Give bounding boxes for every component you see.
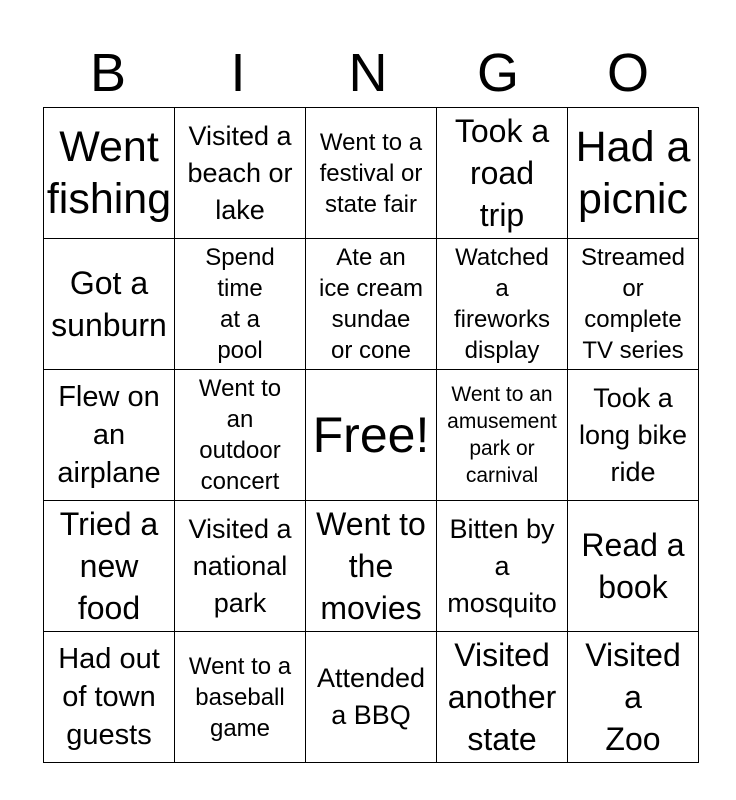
header-letter-i: I [230,43,246,103]
cell-text: Read a book [581,527,685,605]
bingo-cell[interactable] [44,108,175,239]
bingo-cell[interactable] [437,239,568,370]
cell-text: Took a long bike ride [578,382,688,487]
cell-text: Had a picnic [575,123,691,223]
bingo-cell[interactable] [306,632,437,763]
bingo-cell[interactable] [568,370,699,501]
cell-text: Attended a BBQ [316,663,426,730]
cell-text: Went to an amusement park or carnival [447,383,557,487]
cell-text: Visited a national park [188,513,292,618]
bingo-cell[interactable] [437,632,568,763]
bingo-grid [43,107,699,763]
cell-text: Flew on an airplane [57,381,161,489]
bingo-cell[interactable] [306,501,437,632]
cell-text: Took a road trip [454,113,550,233]
cell-text: Visited a beach or lake [187,120,293,225]
cell-text: Went to a festival or state fair [319,128,423,218]
bingo-cell[interactable] [568,239,699,370]
bingo-cell[interactable] [44,239,175,370]
grid-row [44,632,699,763]
grid-row [44,501,699,632]
cell-text: Went to an outdoor concert [198,375,282,495]
cell-text: Had out of town guests [58,643,160,751]
header-letter-n: N [348,43,388,103]
cell-text: Tried a new food [59,506,159,626]
bingo-header [43,42,693,104]
bingo-cell[interactable] [175,239,306,370]
bingo-cell[interactable] [306,108,437,239]
grid-row [44,370,699,501]
cell-text: Streamed or complete TV series [580,244,686,364]
cell-text: Ate an ice cream sundae or cone [318,244,424,364]
bingo-cell[interactable] [306,239,437,370]
bingo-cell[interactable] [437,370,568,501]
grid-row [44,239,699,370]
free-space-label: Free! [312,407,430,463]
bingo-cell[interactable] [44,370,175,501]
cell-text: Got a sunburn [51,265,167,343]
bingo-cell[interactable] [437,501,568,632]
bingo-cell[interactable] [568,108,699,239]
bingo-cell[interactable] [437,108,568,239]
bingo-cell[interactable] [44,501,175,632]
bingo-cell[interactable] [175,108,306,239]
cell-text: Visited a Zoo [585,637,681,757]
cell-text: Bitten by a mosquito [447,513,557,618]
header-letter-o: O [606,43,649,103]
bingo-cell[interactable] [175,370,306,501]
header-letter-g: G [476,43,519,103]
cell-text: Went fishing [46,123,172,223]
cell-text: Visited another state [447,637,557,757]
bingo-cell[interactable] [175,632,306,763]
bingo-cell[interactable] [568,632,699,763]
cell-text: Watched a fireworks display [453,244,550,364]
cell-text: Went to a baseball game [188,652,292,742]
header-letter-b: B [89,43,127,103]
bingo-cell[interactable] [44,632,175,763]
cell-text: Spend time at a pool [205,244,275,364]
bingo-cell[interactable] [175,501,306,632]
cell-text: Went to the movies [316,506,426,626]
free-space[interactable] [306,370,437,501]
grid-row [44,108,699,239]
bingo-cell[interactable] [568,501,699,632]
